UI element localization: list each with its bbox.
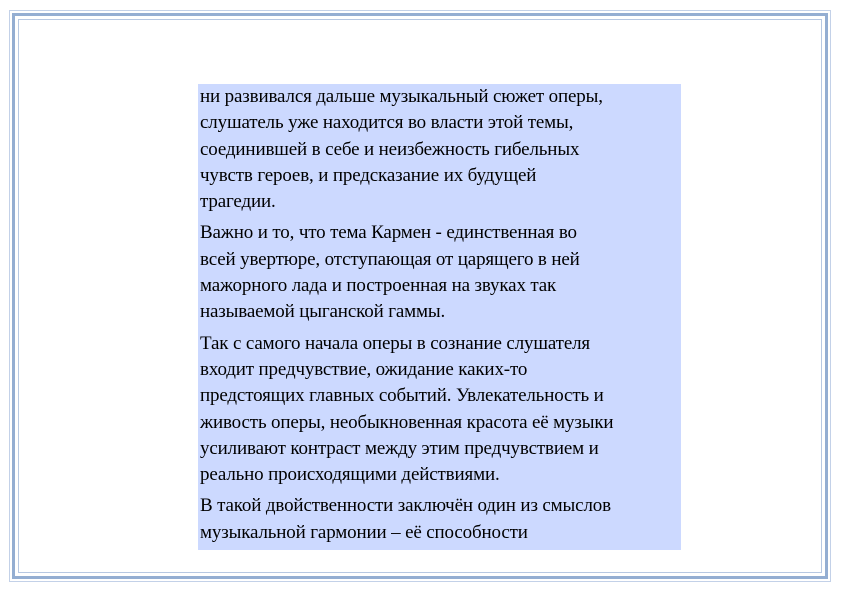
text-line: мажорного лада и построенная на звуках так [200, 275, 557, 297]
paragraph-2 [200, 220, 681, 325]
text-line: всей увертюре, отступающая от царящего в ней [200, 248, 580, 270]
text-line: слушатель уже находится во власти этой темы, [200, 112, 574, 134]
paragraph-4 [200, 493, 681, 546]
text-line: музыкальной гармонии – её способности [200, 521, 528, 543]
text-line: чувств героев, и предсказание их будущей [200, 164, 537, 186]
text-line: реально происходящими действиями. [200, 464, 500, 486]
text-line: Так с самого начала оперы в сознание слушателя [200, 332, 591, 354]
text-line: живость оперы, необыкновенная красота её музыки [200, 411, 614, 433]
paragraph-1 [200, 84, 681, 215]
text-line: усиливают контраст между этим предчувствием и [200, 437, 599, 459]
text-line: трагедии. [200, 191, 276, 213]
text-line: В такой двойственности заключён один из смыслов [200, 495, 611, 517]
text-line: соединившей в себе и неизбежность гибельных [200, 138, 580, 160]
text-line: входит предчувствие, ожидание каких-то [200, 358, 528, 380]
paragraph-3 [200, 331, 681, 489]
text-line: называемой цыганской гаммы. [200, 301, 446, 323]
text-line: Важно и то, что тема Кармен - единственная во [200, 222, 577, 244]
text-block [198, 84, 681, 550]
text-line: ни развивался дальше музыкальный сюжет оперы, [200, 86, 603, 107]
text-line: предстоящих главных событий. Увлекательность и [200, 385, 604, 407]
